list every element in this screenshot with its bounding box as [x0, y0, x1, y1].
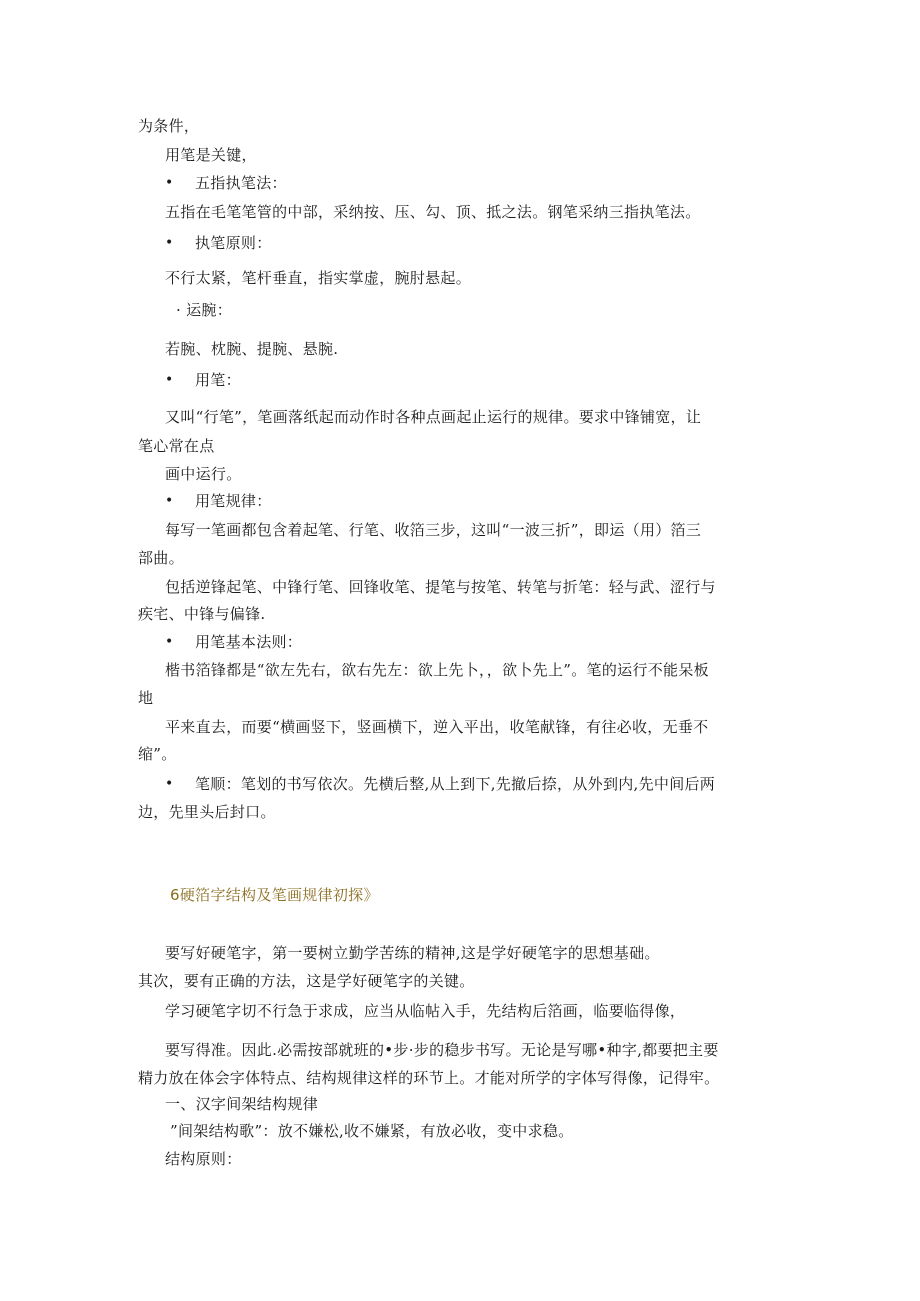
para-1-line-1: 要写好硬笔字，第一要树立勤学苦练的精神,这是学好硬笔字的思想基础。	[165, 944, 660, 962]
principle-title: 执笔原则：	[195, 234, 272, 252]
basic-body-2: 地	[138, 689, 154, 707]
bullet-basic: •	[165, 634, 174, 650]
structure-title: 一、汉字间架结构规律	[165, 1095, 319, 1113]
bullet-rule: •	[165, 493, 174, 509]
para-3-line-1: 要写得准。因此.必需按部就班的•步·步的稳步书写。无论是写哪•种字,都要把主要	[165, 1041, 719, 1059]
rule-title: 用笔规律：	[195, 492, 272, 510]
order-body-1: 笔顺：笔划的书写依次。先横后整,从上到下,先撤后捺，从外到内,先中间后两	[195, 775, 716, 793]
bullet-grip: •	[165, 175, 174, 191]
para-3-line-2: 精力放在体会字体特点、结构规律这样的环节上。才能对所学的字体写得像，记得牢。	[138, 1069, 720, 1087]
basic-body-4: 缩”。	[138, 745, 177, 763]
basic-title: 用笔基本法则：	[195, 633, 303, 651]
rule-body-1: 每写一笔画都包含着起笔、行笔、收箔三步，这叫“一波三折”，即运（用）箔三	[165, 521, 702, 539]
structure-principle: 结构原则：	[165, 1150, 242, 1168]
wrist-title: · 运腕：	[176, 301, 233, 319]
use-body-1: 又叫“行笔”，笔画落纸起而动作时各种点画起止运行的规律。要求中锋铺宽，让	[165, 408, 702, 426]
basic-body-1: 楷书箔锋都是“欲左先右，欲右先左：欲上先卜，，欲卜先上”。笔的运行不能呆板	[165, 661, 709, 679]
para-2: 学习硬笔字切不行急于求成，应当从临帖入手，先结构后箔画，临要临得像，	[165, 1002, 686, 1020]
rule-body-3: 包括逆锋起笔、中锋行笔、回锋收笔、提笔与按笔、转笔与折笔：轻与武、涩行与	[165, 578, 716, 596]
intro-line-2: 用笔是关键，	[165, 146, 257, 164]
bullet-order: •	[165, 776, 174, 792]
bullet-use: •	[165, 372, 174, 388]
use-title: 用笔：	[195, 371, 241, 389]
basic-body-3: 平来直去，而要“横画竖下，竖画横下，逆入平出，收笔献锋，有往必收，无垂不	[165, 718, 709, 736]
section-heading: 6硬箔字结构及笔画规律初探》	[170, 886, 379, 904]
bullet-principle: •	[165, 235, 174, 251]
order-body-2: 边，先里头后封口。	[138, 803, 276, 821]
use-body-3: 画中运行。	[165, 465, 242, 483]
rule-body-2: 部曲。	[138, 549, 184, 567]
wrist-body: 若腕、枕腕、提腕、悬腕.	[165, 340, 339, 358]
grip-title: 五指执笔法：	[195, 174, 287, 192]
grip-body: 五指在毛笔笔管的中部，采纳按、压、勾、顶、抵之法。钢笔采纳三指执笔法。	[165, 203, 701, 221]
principle-body: 不行太紧，笔杆垂直，指实掌虚，腕肘悬起。	[165, 269, 472, 287]
intro-line-1: 为条件，	[138, 117, 200, 135]
rule-body-4: 疾宅、中锋与偏锋.	[138, 605, 266, 623]
para-1-line-2: 其次，要有正确的方法，这是学好硬笔字的关键。	[138, 972, 475, 990]
use-body-2: 笔心常在点	[138, 437, 215, 455]
structure-song: ”间架结构歌”：放不嫌松,收不嫌紧，有放必收，变中求稳。	[170, 1122, 574, 1140]
